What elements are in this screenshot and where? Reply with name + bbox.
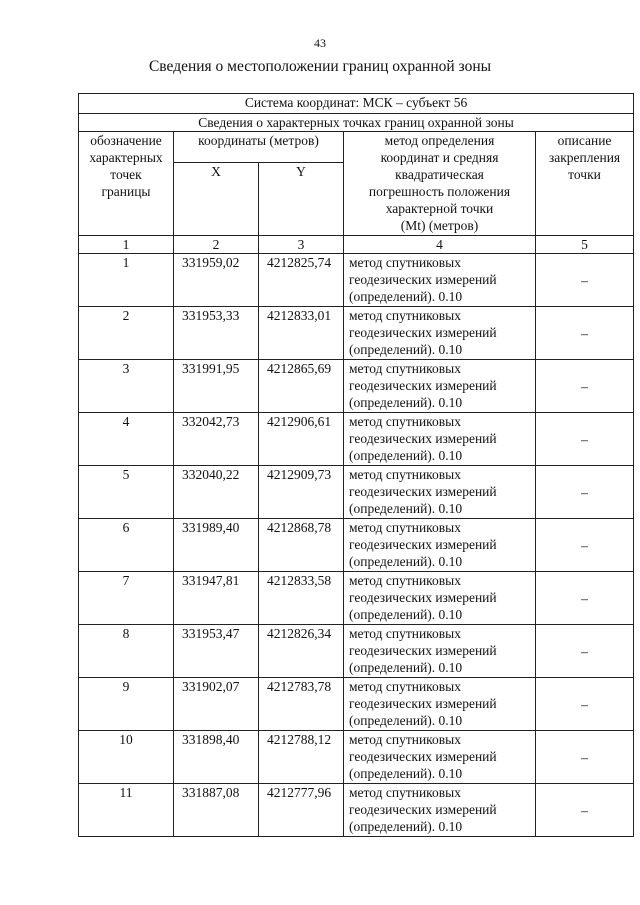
method-cell <box>344 519 536 572</box>
method-line: метод спутниковых <box>349 679 461 694</box>
x-coordinate-cell: 331989,40 <box>174 519 259 572</box>
method-cell <box>344 360 536 413</box>
method-line: метод спутниковых <box>349 785 461 800</box>
x-coordinate-cell: 331887,08 <box>174 784 259 837</box>
section-header: Сведения о характерных точках границ охранной зоны <box>79 114 634 132</box>
method-line: (определений). 0.10 <box>349 289 463 304</box>
method-line: геодезических измерений <box>349 643 497 658</box>
method-line: геодезических измерений <box>349 590 497 605</box>
y-coordinate-cell: 4212777,96 <box>259 784 344 837</box>
method-line: (определений). 0.10 <box>349 395 463 410</box>
method-line: геодезических измерений <box>349 749 497 764</box>
method-cell <box>344 678 536 731</box>
table-row <box>79 254 634 307</box>
y-coordinate-cell: 4212825,74 <box>259 254 344 307</box>
method-line: (определений). 0.10 <box>349 766 463 781</box>
method-line: (определений). 0.10 <box>349 501 463 516</box>
description-cell: – <box>536 360 634 413</box>
header-line: характерной точки <box>385 201 494 216</box>
point-number-cell: 11 <box>79 784 174 837</box>
x-coordinate-cell: 331953,33 <box>174 307 259 360</box>
method-line: (определений). 0.10 <box>349 607 463 622</box>
method-cell <box>344 784 536 837</box>
col-header-point <box>79 132 174 236</box>
point-number-cell: 7 <box>79 572 174 625</box>
point-number-cell: 10 <box>79 731 174 784</box>
point-number-cell: 1 <box>79 254 174 307</box>
header-line: квадратическая <box>395 167 484 182</box>
col-header-method <box>344 132 536 236</box>
table-row <box>79 519 634 572</box>
method-line: геодезических измерений <box>349 484 497 499</box>
x-coordinate-cell: 331953,47 <box>174 625 259 678</box>
x-coordinate-cell: 331898,40 <box>174 731 259 784</box>
column-number: 1 <box>79 236 174 254</box>
point-number-cell: 8 <box>79 625 174 678</box>
header-line: точки <box>568 167 601 182</box>
y-coordinate-cell: 4212833,58 <box>259 572 344 625</box>
header-line: метод определения <box>384 133 495 148</box>
table-row <box>79 784 634 837</box>
method-line: (определений). 0.10 <box>349 342 463 357</box>
description-cell: – <box>536 413 634 466</box>
point-number-cell: 3 <box>79 360 174 413</box>
method-line: геодезических измерений <box>349 325 497 340</box>
method-line: метод спутниковых <box>349 467 461 482</box>
method-line: метод спутниковых <box>349 255 461 270</box>
y-coordinate-cell: 4212833,01 <box>259 307 344 360</box>
method-cell <box>344 625 536 678</box>
y-coordinate-cell: 4212788,12 <box>259 731 344 784</box>
col-header-description <box>536 132 634 236</box>
method-line: геодезических измерений <box>349 696 497 711</box>
description-cell: – <box>536 254 634 307</box>
method-line: метод спутниковых <box>349 414 461 429</box>
method-line: метод спутниковых <box>349 361 461 376</box>
column-number: 4 <box>344 236 536 254</box>
method-line: (определений). 0.10 <box>349 448 463 463</box>
description-cell: – <box>536 784 634 837</box>
description-cell: – <box>536 519 634 572</box>
table-row <box>79 625 634 678</box>
x-coordinate-cell: 331902,07 <box>174 678 259 731</box>
method-cell <box>344 466 536 519</box>
header-line: погрешность положения <box>368 184 511 199</box>
y-coordinate-cell: 4212826,34 <box>259 625 344 678</box>
method-cell <box>344 413 536 466</box>
header-line: закрепления <box>548 150 621 165</box>
method-cell <box>344 307 536 360</box>
point-number-cell: 2 <box>79 307 174 360</box>
description-cell: – <box>536 307 634 360</box>
method-line: геодезических измерений <box>349 802 497 817</box>
x-coordinate-cell: 332042,73 <box>174 413 259 466</box>
table-row <box>79 678 634 731</box>
header-line: координат и средняя <box>380 150 499 165</box>
point-number-cell: 5 <box>79 466 174 519</box>
col-header-y: Y <box>259 163 344 236</box>
y-coordinate-cell: 4212865,69 <box>259 360 344 413</box>
header-line: границы <box>101 184 151 199</box>
description-cell: – <box>536 466 634 519</box>
method-line: метод спутниковых <box>349 732 461 747</box>
method-cell <box>344 572 536 625</box>
method-line: геодезических измерений <box>349 537 497 552</box>
x-coordinate-cell: 331959,02 <box>174 254 259 307</box>
column-number: 5 <box>536 236 634 254</box>
method-line: (определений). 0.10 <box>349 819 463 834</box>
method-cell <box>344 254 536 307</box>
point-number-cell: 9 <box>79 678 174 731</box>
x-coordinate-cell: 331947,81 <box>174 572 259 625</box>
description-cell: – <box>536 625 634 678</box>
method-cell <box>344 731 536 784</box>
point-number-cell: 6 <box>79 519 174 572</box>
method-line: геодезических измерений <box>349 378 497 393</box>
table-row <box>79 360 634 413</box>
point-number-cell: 4 <box>79 413 174 466</box>
method-line: геодезических измерений <box>349 431 497 446</box>
column-number: 2 <box>174 236 259 254</box>
table-row <box>79 307 634 360</box>
method-line: (определений). 0.10 <box>349 713 463 728</box>
method-line: (определений). 0.10 <box>349 660 463 675</box>
table-row <box>79 466 634 519</box>
coordinate-system-header: Система координат: МСК – субъект 56 <box>79 94 634 114</box>
header-line: (Mt) (метров) <box>400 218 479 233</box>
boundary-points-table <box>78 93 634 837</box>
table-row <box>79 731 634 784</box>
y-coordinate-cell: 4212906,61 <box>259 413 344 466</box>
col-header-coords: координаты (метров) <box>174 132 344 163</box>
col-header-x: X <box>174 163 259 236</box>
page-number: 43 <box>314 36 326 50</box>
header-line: обозначение <box>90 133 162 148</box>
document-title: Сведения о местоположении границ охранной зоны <box>148 58 492 75</box>
method-line: (определений). 0.10 <box>349 554 463 569</box>
description-cell: – <box>536 678 634 731</box>
description-cell: – <box>536 572 634 625</box>
y-coordinate-cell: 4212909,73 <box>259 466 344 519</box>
column-number: 3 <box>259 236 344 254</box>
description-cell: – <box>536 731 634 784</box>
method-line: метод спутниковых <box>349 573 461 588</box>
method-line: метод спутниковых <box>349 520 461 535</box>
method-line: метод спутниковых <box>349 308 461 323</box>
y-coordinate-cell: 4212868,78 <box>259 519 344 572</box>
x-coordinate-cell: 332040,22 <box>174 466 259 519</box>
x-coordinate-cell: 331991,95 <box>174 360 259 413</box>
table-row <box>79 572 634 625</box>
table-row <box>79 413 634 466</box>
header-line: точек <box>110 167 142 182</box>
header-line: характерных <box>89 150 163 165</box>
method-line: геодезических измерений <box>349 272 497 287</box>
method-line: метод спутниковых <box>349 626 461 641</box>
header-line: описание <box>557 133 612 148</box>
y-coordinate-cell: 4212783,78 <box>259 678 344 731</box>
